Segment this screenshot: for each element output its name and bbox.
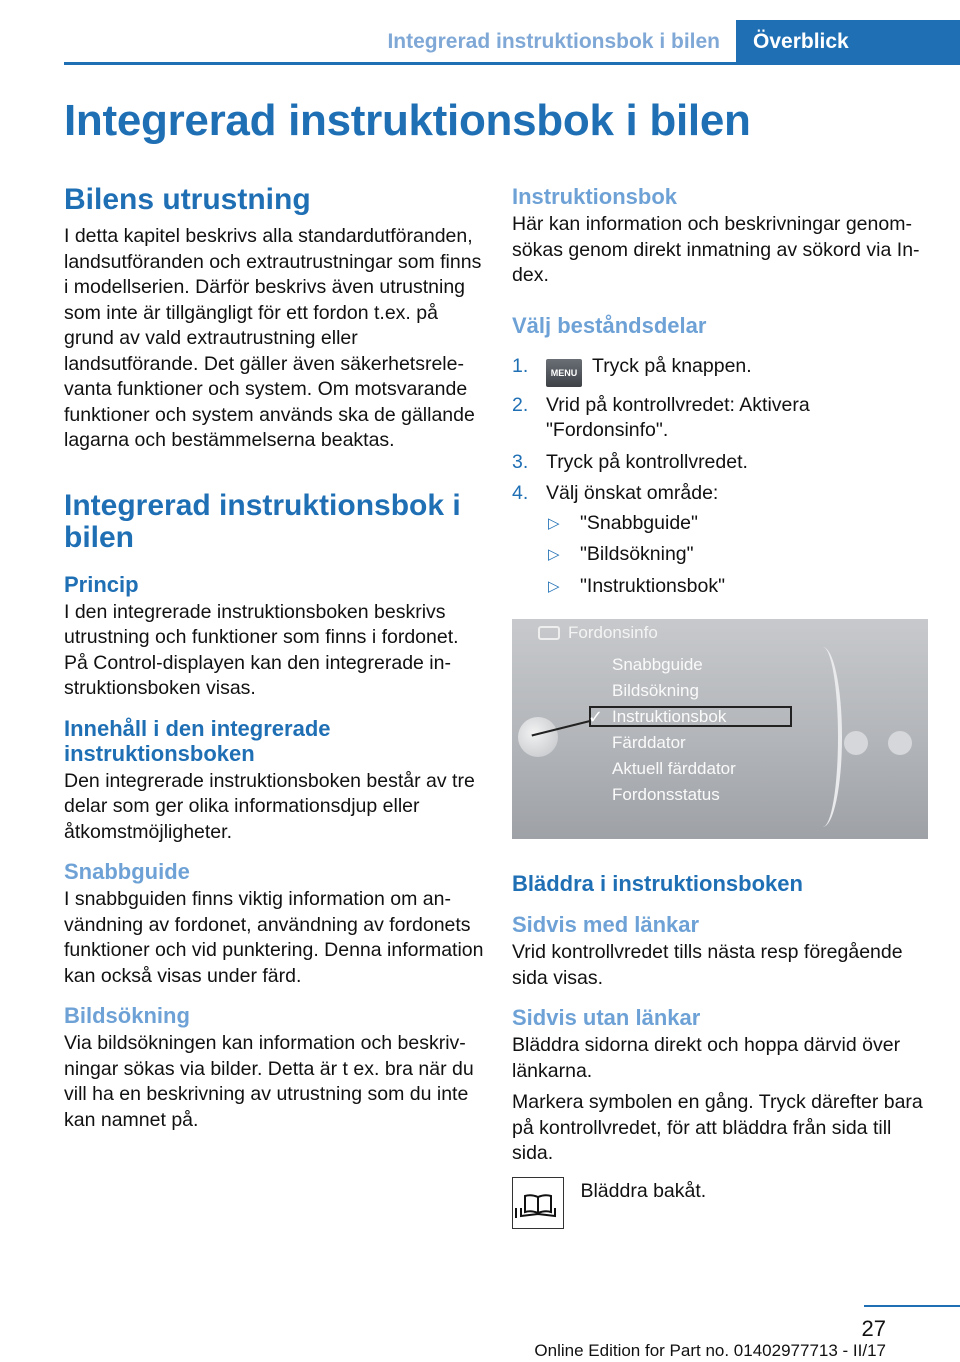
paragraph-pages-with-links: Vrid kontrollvredet tills nästa resp föregående sida visas. bbox=[512, 941, 903, 989]
paragraph-image-search: Via bildsökningen kan information och beskrivningar sökas via bilder. Detta är t ex. bra när du vill ha en beskrivning av utrustning som du inte kan namnet på. bbox=[64, 1032, 474, 1131]
screen-arc-decoration bbox=[810, 647, 842, 827]
paragraph-quick-guide: I snabbguiden finns viktig information om användning av fordonet, användning av fordonets funktioner och vid punktering. Denna information kan också visas under färd. bbox=[64, 888, 484, 987]
heading-principle: Princip bbox=[64, 571, 139, 597]
heading-equipment: Bilens utrustning bbox=[64, 183, 311, 216]
heading-select-parts: Välj beståndsdelar bbox=[512, 312, 707, 338]
vehicle-info-icon bbox=[538, 626, 560, 640]
list-item: 3. Tryck på kontrollvredet. bbox=[512, 450, 748, 473]
heading-manual: Instruktionsbok bbox=[512, 184, 678, 209]
right-column bbox=[512, 184, 932, 1237]
heading-pages-without-links: Sidvis utan länkar bbox=[512, 1005, 701, 1030]
book-back-icon bbox=[512, 1177, 564, 1229]
screen-menu-item: Aktuell färddator bbox=[612, 759, 736, 778]
triangle-bullet-icon: ▷ bbox=[548, 514, 560, 532]
heading-content: Innehåll i den integrerade instruktionsboken bbox=[64, 715, 331, 766]
screen-side-icon bbox=[888, 731, 912, 755]
screen-menu-item-selected: Instruktionsbok bbox=[612, 707, 727, 726]
screen-menu-item: Snabbguide bbox=[612, 655, 703, 674]
heading-image-search: Bildsökning bbox=[64, 1003, 190, 1028]
list-item: 1. MENU Tryck på knappen. bbox=[512, 354, 932, 387]
header-breadcrumb: Integrerad instruktionsbok i bilen bbox=[387, 30, 720, 53]
page-number: 27 bbox=[861, 1316, 886, 1341]
controller-knob-icon bbox=[518, 717, 558, 757]
check-icon: ✓ bbox=[588, 707, 604, 727]
list-item: ▷ "Snabbguide" bbox=[546, 511, 932, 537]
paragraph-content: Den integrerade instruktionsboken består av tre delar som ger olika informationsdjup eller åtkomstmöjligheter. bbox=[64, 769, 475, 843]
browse-back-label: Bläddra bakåt. bbox=[580, 1179, 707, 1202]
menu-button-icon: MENU bbox=[546, 359, 582, 387]
heading-pages-with-links: Sidvis med länkar bbox=[512, 912, 700, 937]
heading-integrated-manual: Integrerad instruktionsbok i bilen bbox=[64, 488, 461, 554]
list-item: ▷ "Instruktionsbok" bbox=[546, 574, 932, 600]
heading-browse: Bläddra i instruktionsboken bbox=[512, 871, 803, 896]
screen-menu-item: Bildsökning bbox=[612, 681, 699, 700]
browse-back-row bbox=[512, 1177, 932, 1237]
control-display-screenshot bbox=[512, 619, 928, 839]
screen-menu-item: Fordonsstatus bbox=[612, 785, 720, 804]
substeps-list bbox=[546, 511, 932, 600]
triangle-bullet-icon: ▷ bbox=[548, 577, 560, 595]
screen-menu-item: Färddator bbox=[612, 733, 686, 752]
page-title: Integrerad instruktionsbok i bilen bbox=[64, 96, 751, 145]
heading-quick-guide: Snabbguide bbox=[64, 859, 190, 884]
edition-text: Online Edition for Part no. 01402977713 - II/17 bbox=[534, 1341, 886, 1360]
paragraph-pages-without-links-1: Bläddra sidorna direkt och hoppa därvid över länkarna. bbox=[512, 1034, 901, 1082]
triangle-bullet-icon: ▷ bbox=[548, 546, 560, 563]
paragraph-equipment: I detta kapitel beskrivs alla standardutföranden, landsutföranden och extrautrustningar som finns i modellserien. Därför beskrivs även utrustning som inte är tillgängligt för ett fordon t.ex. på grund av vald extrautrustning eller landsutförande. Det gäller även säkerhetsrelevanta funktioner och system. Om motsvarande funktioner och system används ska de gällande lagarna och bestämmelserna beaktas. bbox=[64, 225, 482, 451]
list-item: ▷ "Bildsökning" bbox=[546, 542, 932, 568]
paragraph-pages-without-links-2: Markera symbolen en gång. Tryck därefter bara på kontrollvredet, för att bläddra från sida till sida. bbox=[512, 1091, 923, 1164]
paragraph-principle: I den integrerade instruktionsboken beskrivs utrustning och funktioner som finns i fordonet. På Control-displayen kan den integrerade instruktionsboken visas. bbox=[64, 600, 459, 699]
list-item: 2. Vrid på kontrollvredet: Aktivera "Fordonsinfo". bbox=[512, 393, 810, 441]
steps-list bbox=[512, 354, 932, 600]
left-column bbox=[64, 184, 484, 1133]
header-tab-overview: Överblick bbox=[736, 20, 960, 62]
paragraph-manual: Här kan information och beskrivningar genomsökas genom direkt inmatning av sökord via Index. bbox=[512, 213, 920, 286]
list-item: 4. Välj önskat område: ▷ "Snabbguide" ▷ "Bildsökning" ▷ "Instruktionsbok" bbox=[512, 481, 932, 599]
screen-title: Fordonsinfo bbox=[568, 623, 658, 642]
screen-side-icon bbox=[844, 731, 868, 755]
header-rule bbox=[64, 62, 960, 65]
footer-rule bbox=[864, 1305, 960, 1307]
